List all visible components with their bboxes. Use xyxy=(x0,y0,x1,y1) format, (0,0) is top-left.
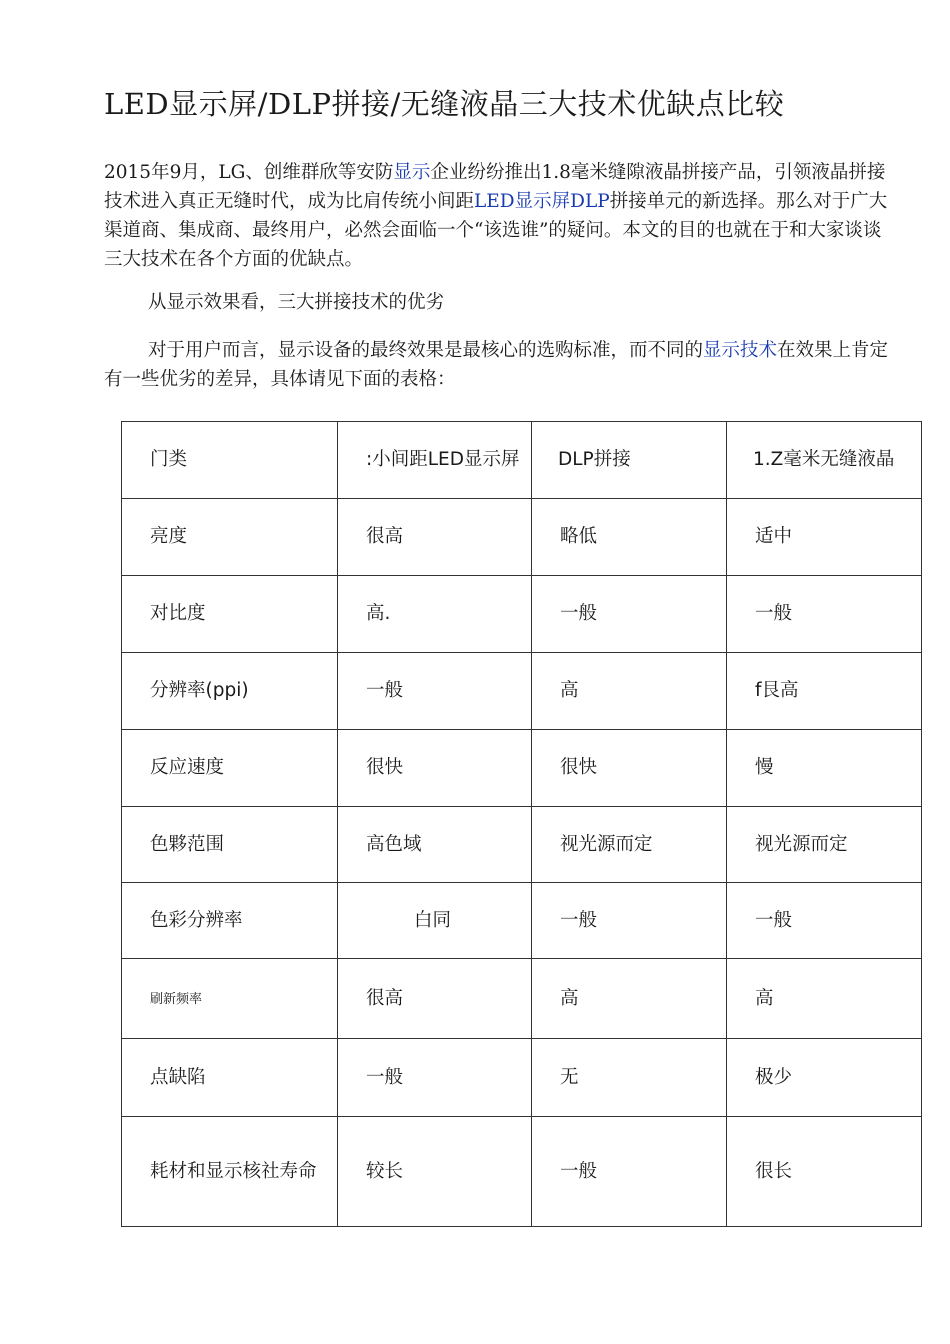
cell-led-text: 白同 xyxy=(414,909,452,931)
page-title: LED显示屏/DLP拼接/无缝液晶三大技术优缺点比较 xyxy=(104,87,785,121)
table-row xyxy=(122,576,922,653)
intro-text-2: 企业纷纷推出1.8毫米缝隙液晶拼接产品，引领液晶拼接技术进入真正无缝时代，成为比肩传统小间距 xyxy=(104,162,886,212)
cell-dlp: 一般 xyxy=(532,1117,727,1227)
header-led xyxy=(338,422,532,499)
display-tech-link[interactable]: 显示技术 xyxy=(703,340,778,361)
intro-text-3: 拼接单元的新选择。那么对于广大渠道商、集成商、最终用户，必然会面临一个“该选谁”的疑问。本文的目的也就在于和大家谈谈三大技术在各个方面的优缺点。 xyxy=(104,191,888,270)
table-row xyxy=(122,730,922,807)
table-row xyxy=(122,807,922,883)
row-label: 亮度 xyxy=(122,499,338,576)
intro-paragraph xyxy=(104,158,894,274)
cell-dlp: 一般 xyxy=(532,576,727,653)
cell-dlp: 高 xyxy=(532,653,727,730)
row-label-text: 耗材和显示核社寿命 xyxy=(150,1160,317,1182)
header-dlp xyxy=(532,422,727,499)
cell-led xyxy=(338,883,532,959)
display-link[interactable]: 显示 xyxy=(393,162,431,183)
row-label: 反应速度 xyxy=(122,730,338,807)
comparison-table xyxy=(121,421,922,1227)
cell-led: 高色域 xyxy=(338,807,532,883)
table-row xyxy=(122,653,922,730)
intro-text-1: 2015年9月，LG、创维群欣等安防 xyxy=(104,162,394,183)
table-header-row xyxy=(122,422,922,499)
cell-lcd: 很长 xyxy=(727,1117,922,1227)
cell-led: 很高 xyxy=(338,499,532,576)
table-row xyxy=(122,499,922,576)
cell-led: 高. xyxy=(338,576,532,653)
cell-dlp: 一般 xyxy=(532,883,727,959)
header-lcd xyxy=(727,422,922,499)
header-dlp-text: DLP拼接 xyxy=(558,449,631,470)
cell-led: 较长 xyxy=(338,1117,532,1227)
cell-dlp: 很快 xyxy=(532,730,727,807)
cell-dlp: 无 xyxy=(532,1039,727,1117)
cell-lcd: 一般 xyxy=(727,576,922,653)
cell-dlp: 高 xyxy=(532,959,727,1039)
cell-lcd: 适中 xyxy=(727,499,922,576)
cell-lcd: f艮高 xyxy=(727,653,922,730)
cell-lcd: 高 xyxy=(727,959,922,1039)
row-label: 色彩分辨率 xyxy=(122,883,338,959)
cell-led: 很高 xyxy=(338,959,532,1039)
row-label xyxy=(122,959,338,1039)
led-dlp-link[interactable]: LED显示屏DLP xyxy=(474,191,610,212)
table-row xyxy=(122,1117,922,1227)
cell-lcd: 极少 xyxy=(727,1039,922,1117)
cell-led: 一般 xyxy=(338,653,532,730)
cell-lcd: 慢 xyxy=(727,730,922,807)
header-led-text: :小间距LED显示屏 xyxy=(366,449,520,470)
section-heading: 从显示效果看，三大拼接技术的优劣 xyxy=(148,292,445,313)
header-lcd-text: 1.Z毫米无缝液晶 xyxy=(753,449,895,470)
row-label: 点缺陷 xyxy=(122,1039,338,1117)
row-label: 对比度 xyxy=(122,576,338,653)
cell-lcd: 一般 xyxy=(727,883,922,959)
row-label: 色夥范围 xyxy=(122,807,338,883)
cell-dlp: 视光源而定 xyxy=(532,807,727,883)
user-paragraph xyxy=(104,336,894,394)
cell-led: 一般 xyxy=(338,1039,532,1117)
user-text-2: 在效果上肯定有一些优劣的差异，具体请见下面的表格： xyxy=(104,340,889,390)
cell-dlp: 略低 xyxy=(532,499,727,576)
row-label: 分辨率(ppi) xyxy=(122,653,338,730)
cell-lcd: 视光源而定 xyxy=(727,807,922,883)
user-text-1: 对于用户而言，显示设备的最终效果是最核心的选购标准，而不同的 xyxy=(148,340,704,361)
row-label xyxy=(122,1117,338,1227)
table-row xyxy=(122,959,922,1039)
table-row xyxy=(122,1039,922,1117)
header-category: 门类 xyxy=(122,422,338,499)
table-row xyxy=(122,883,922,959)
cell-led: 很快 xyxy=(338,730,532,807)
row-label-text: 刷新频率 xyxy=(150,991,203,1007)
